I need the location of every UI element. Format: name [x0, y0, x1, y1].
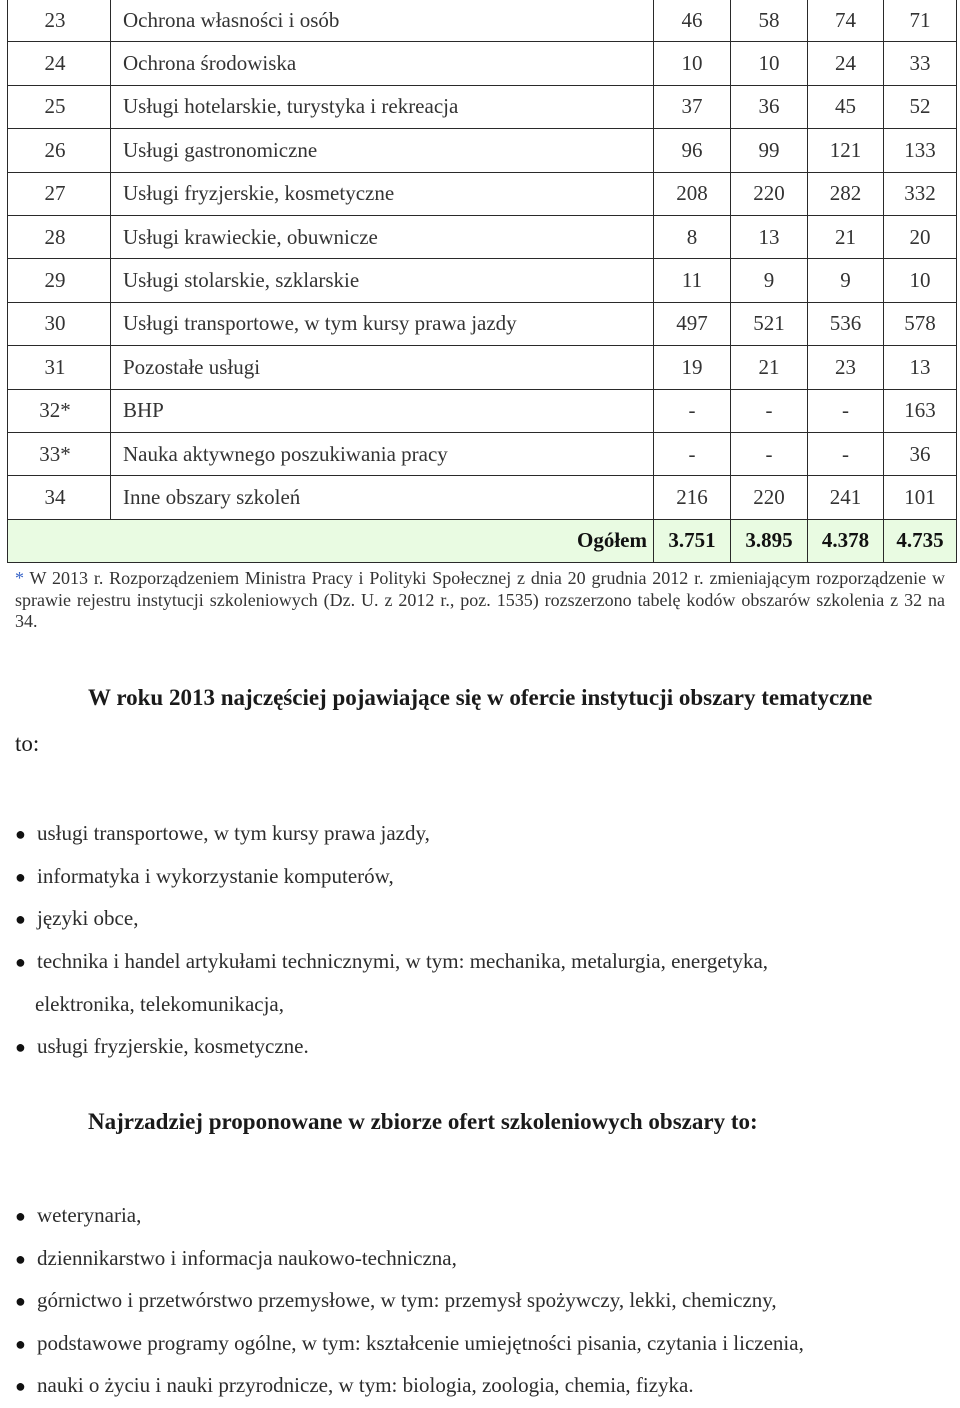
list-item-text: podstawowe programy ogólne, w tym: kształcenie umiejętności pisania, czytania i liczenia,: [37, 1330, 804, 1355]
bullet-icon: ●: [15, 1333, 26, 1354]
area-name-cell: Inne obszary szkoleń: [111, 476, 654, 519]
value-cell-3: 24: [808, 42, 884, 85]
footnote-text: W 2013 r. Rozporządzeniem Ministra Pracy i Polityki Społecznej z dnia 20 grudnia 2012 r. zmieniającym rozporządzenie w sprawie rejestru instytucji szkoleniowych (Dz. U. z 2012 r., poz. 1535) rozszerzono tabelę: [15, 568, 945, 610]
bullet-icon: ●: [15, 824, 26, 844]
list-item: [15, 897, 945, 940]
row-number-cell: 27: [8, 172, 111, 215]
value-cell-2: -: [731, 389, 808, 432]
value-cell-3: 241: [808, 476, 884, 519]
value-cell-4: 133: [884, 129, 957, 172]
area-name-cell: Ochrona własności i osób: [111, 0, 654, 42]
row-number-cell: 29: [8, 259, 111, 302]
value-cell-1: 19: [654, 346, 731, 389]
value-cell-4: 578: [884, 302, 957, 345]
area-name-cell: Pozostałe usługi: [111, 346, 654, 389]
least-frequent-heading: Najrzadziej proponowane w zbiorze ofert szkoleniowych obszary to:: [88, 1109, 758, 1134]
value-cell-2: 58: [731, 0, 808, 42]
value-cell-4: 13: [884, 346, 957, 389]
training-areas-table: [7, 0, 957, 563]
row-number-cell: 32*: [8, 389, 111, 432]
area-name-cell: Usługi fryzjerskie, kosmetyczne: [111, 172, 654, 215]
value-cell-3: 282: [808, 172, 884, 215]
value-cell-1: -: [654, 389, 731, 432]
value-cell-4: 20: [884, 215, 957, 258]
table-row: [8, 129, 957, 172]
list-item: [15, 1194, 945, 1237]
total-value-cell-4: 4.735: [884, 519, 957, 562]
area-name-cell: Nauka aktywnego poszukiwania pracy: [111, 432, 654, 475]
value-cell-2: 521: [731, 302, 808, 345]
table-row: [8, 389, 957, 432]
table-row: [8, 346, 957, 389]
value-cell-1: 216: [654, 476, 731, 519]
list-item-text: górnictwo i przetwórstwo przemysłowe, w tym: przemysł spożywczy, lekki, chemiczny,: [37, 1288, 777, 1313]
bullet-icon: ●: [15, 951, 26, 972]
area-name-cell: BHP: [111, 389, 654, 432]
value-cell-4: 71: [884, 0, 957, 42]
row-number-cell: 34: [8, 476, 111, 519]
value-cell-3: 45: [808, 85, 884, 128]
value-cell-2: 9: [731, 259, 808, 302]
value-cell-4: 33: [884, 42, 957, 85]
area-name-cell: Usługi krawieckie, obuwnicze: [111, 215, 654, 258]
list-item: [15, 1025, 945, 1068]
area-name-cell: Usługi hotelarskie, turystyka i rekreacja: [111, 85, 654, 128]
area-name-cell: Usługi stolarskie, szklarskie: [111, 259, 654, 302]
row-number-cell: 23: [8, 0, 111, 42]
list-item-text: nauki o życiu i nauki przyrodnicze, w tym: biologia, zoologia, chemia, fizyka.: [37, 1373, 694, 1398]
value-cell-1: 37: [654, 85, 731, 128]
bullet-icon: ●: [15, 1248, 26, 1269]
row-number-cell: 31: [8, 346, 111, 389]
list-item-text: usługi transportowe, w tym kursy prawa jazdy,: [37, 821, 430, 845]
value-cell-2: 220: [731, 172, 808, 215]
value-cell-1: 96: [654, 129, 731, 172]
row-number-cell: 25: [8, 85, 111, 128]
value-cell-3: 21: [808, 215, 884, 258]
total-row: [8, 519, 957, 562]
value-cell-4: 52: [884, 85, 957, 128]
bullet-icon: ●: [15, 909, 26, 930]
value-cell-2: 13: [731, 215, 808, 258]
value-cell-3: 23: [808, 346, 884, 389]
value-cell-1: 8: [654, 215, 731, 258]
list-item: [15, 1279, 945, 1322]
total-value-cell-2: 3.895: [731, 519, 808, 562]
total-value-cell-3: 4.378: [808, 519, 884, 562]
table-row: [8, 302, 957, 345]
value-cell-1: 10: [654, 42, 731, 85]
total-value-cell-1: 3.751: [654, 519, 731, 562]
table-row: [8, 432, 957, 475]
list-item: [15, 855, 945, 898]
value-cell-3: -: [808, 432, 884, 475]
area-name-cell: Ochrona środowiska: [111, 42, 654, 85]
list-item: [15, 1364, 945, 1407]
table-row: [8, 42, 957, 85]
value-cell-4: 101: [884, 476, 957, 519]
total-label: Ogółem: [8, 519, 654, 562]
list-item-text: dziennikarstwo i informacja naukowo-techniczna,: [37, 1245, 457, 1270]
table-row: [8, 215, 957, 258]
value-cell-2: -: [731, 432, 808, 475]
value-cell-3: 9: [808, 259, 884, 302]
value-cell-2: 21: [731, 346, 808, 389]
value-cell-1: -: [654, 432, 731, 475]
row-number-cell: 28: [8, 215, 111, 258]
value-cell-3: 74: [808, 0, 884, 42]
footnote-star: *: [15, 568, 24, 588]
value-cell-1: 497: [654, 302, 731, 345]
row-number-cell: 24: [8, 42, 111, 85]
most-frequent-heading: W roku 2013 najczęściej pojawiające się w ofercie instytucji obszary tematyczne: [88, 685, 873, 710]
bullet-icon: ●: [15, 1376, 26, 1397]
row-number-cell: 26: [8, 129, 111, 172]
row-number-cell: 33*: [8, 432, 111, 475]
value-cell-4: 10: [884, 259, 957, 302]
value-cell-1: 208: [654, 172, 731, 215]
value-cell-2: 10: [731, 42, 808, 85]
list-item-text: języki obce,: [37, 906, 139, 931]
value-cell-2: 36: [731, 85, 808, 128]
value-cell-2: 99: [731, 129, 808, 172]
area-name-cell: Usługi gastronomiczne: [111, 129, 654, 172]
list-item-text: usługi fryzjerskie, kosmetyczne.: [37, 1033, 309, 1058]
table-row: [8, 259, 957, 302]
bullet-icon: ●: [15, 1291, 26, 1312]
bullet-icon: ●: [15, 1036, 26, 1057]
list-item: [15, 1237, 945, 1280]
least-frequent-list: [15, 1194, 945, 1407]
value-cell-2: 220: [731, 476, 808, 519]
footnote-text-end: kodów obszarów szkolenia z 32 na 34.: [15, 589, 945, 631]
value-cell-3: -: [808, 389, 884, 432]
value-cell-3: 536: [808, 302, 884, 345]
value-cell-3: 121: [808, 129, 884, 172]
most-frequent-heading-tail: to:: [15, 731, 40, 756]
table-row: [8, 476, 957, 519]
table-row: [8, 172, 957, 215]
list-item: [15, 940, 945, 1025]
list-item: [15, 1322, 945, 1365]
footnote: [15, 568, 945, 633]
list-item-text: weterynaria,: [37, 1203, 142, 1227]
table-row: [8, 0, 957, 42]
value-cell-1: 11: [654, 259, 731, 302]
list-item-continuation: elektronika, telekomunikacja,: [35, 992, 284, 1017]
list-item-text: technika i handel artykułami technicznymi, w tym: mechanika, metalurgia, energetyka,: [37, 948, 769, 973]
value-cell-1: 46: [654, 0, 731, 42]
area-name-cell: Usługi transportowe, w tym kursy prawa jazdy: [111, 302, 654, 345]
bullet-icon: ●: [15, 866, 26, 887]
bullet-icon: ●: [15, 1206, 26, 1226]
list-item: [15, 812, 945, 855]
list-item-text: informatyka i wykorzystanie komputerów,: [37, 863, 394, 888]
value-cell-4: 36: [884, 432, 957, 475]
most-frequent-list: [15, 812, 945, 1068]
row-number-cell: 30: [8, 302, 111, 345]
table-row: [8, 85, 957, 128]
value-cell-4: 163: [884, 389, 957, 432]
value-cell-4: 332: [884, 172, 957, 215]
